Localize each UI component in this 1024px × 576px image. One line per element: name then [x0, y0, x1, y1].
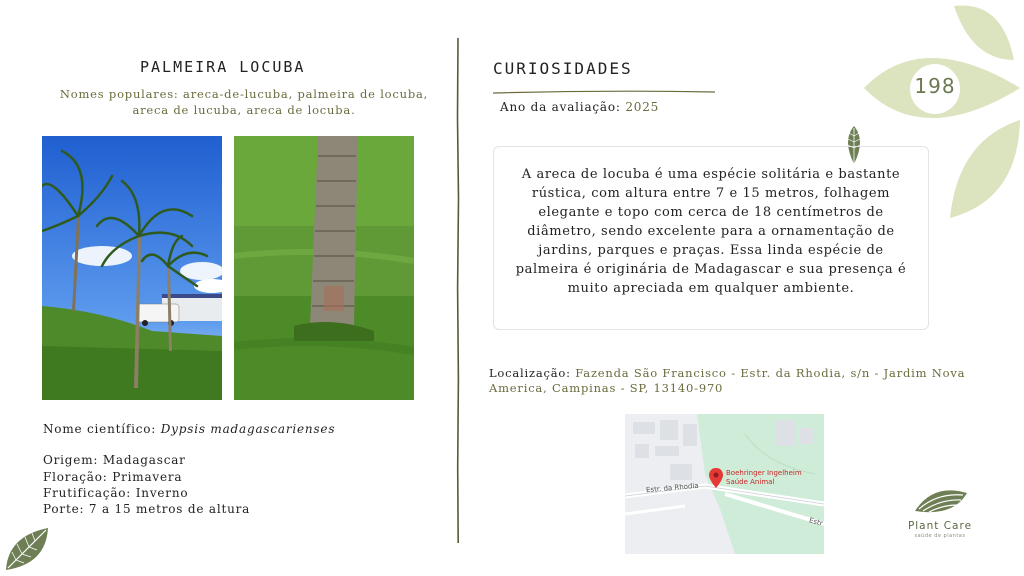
page-number: 198 — [914, 74, 956, 98]
leaf-icon — [4, 526, 52, 576]
brand-tagline: saúde de plantas — [914, 533, 966, 539]
curiosities-title: CURIOSIDADES — [493, 59, 633, 78]
map-place-name: Boehringer Ingelheim — [726, 469, 802, 477]
plant-size: Porte: 7 a 15 metros de altura — [43, 502, 251, 516]
fruiting: Frutificação: Inverno — [43, 486, 189, 500]
popular-names: Nomes populares: areca-de-lucuba, palmeira de locuba, areca de lucuba, areca de locuba. — [59, 87, 429, 117]
description-text: A areca de locuba é uma espécie solitária e bastante rústica, com altura entre 7 e 15 metros, folhagem elegante e topo com cerca de 18 centímetros de diâmetro, sendo excelente para a ornamentação de jardins, parques e praças. Essa linda espécie de palmeira é originária de Madagascar e sua presença é muito apreciada em qualquer ambiente. — [515, 167, 907, 296]
scientific-label: Nome científico: — [43, 422, 157, 436]
map-pin-icon[interactable] — [709, 468, 723, 492]
scientific-name: Dypsis madagascarienses — [160, 422, 336, 436]
vertical-divider — [456, 38, 460, 543]
year-label: Ano da avaliação: — [500, 100, 621, 114]
trunk-photo — [234, 136, 414, 400]
decorative-leaves — [862, 0, 1024, 234]
title-underline — [493, 80, 715, 99]
plant-care-logo — [913, 487, 969, 523]
map-road-label-2: Estr — [808, 516, 824, 528]
brand-name: Plant Care — [907, 520, 973, 532]
location — [489, 366, 979, 396]
year-value: 2025 — [625, 100, 660, 114]
map-road-label: Estr. da Rhodia — [645, 481, 699, 495]
evaluation-year — [500, 100, 659, 114]
map-place-subname: Saúde Animal — [726, 478, 775, 486]
flowering: Floração: Primavera — [43, 470, 183, 484]
location-map[interactable] — [625, 414, 824, 554]
palm-photo — [42, 136, 222, 400]
location-value: Fazenda São Francisco - Estr. da Rhodia, s/n - Jardim Nova America, Campinas - SP, 13140-970 — [489, 366, 966, 395]
plant-title: PALMEIRA LOCUBA — [140, 58, 306, 76]
scientific-name-row — [43, 422, 335, 436]
location-label: Localização: — [489, 366, 571, 380]
origin: Origem: Madagascar — [43, 453, 186, 467]
map-place-label — [726, 469, 802, 487]
